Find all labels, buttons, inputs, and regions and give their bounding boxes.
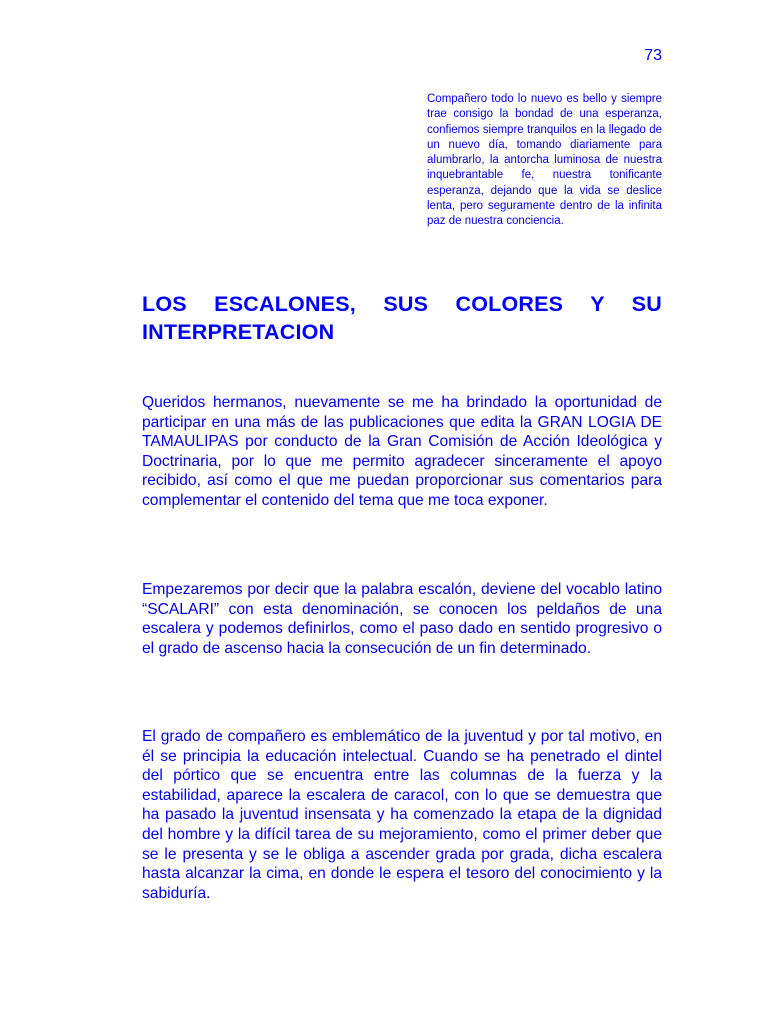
- paragraph-intro: Queridos hermanos, nuevamente se me ha brindado la oportunidad de participar en una más de las publicaciones que edita la GRAN LOGIA DE TAMAULIPAS por conducto de la Gran Comisión de Acción Ideológica y Doctrinaria, por lo que me permito agradecer sinceramente el apoyo recibido, así como el que me puedan proporcionar sus comentarios para complementar el contenido del tema que me toca exponer.: [142, 394, 662, 509]
- paragraph-etymology: Empezaremos por decir que la palabra escalón, deviene del vocablo latino “SCALARI” con esta denominación, se conocen los peldaños de una escalera y podemos definirlos, como el paso dado en sentido progresivo o el grado de ascenso hacia la consecución de un fin determinado.: [142, 581, 662, 657]
- article-title: LOS ESCALONES, SUS COLORES Y SU INTERPRETACION: [142, 292, 662, 344]
- page-number: 73: [644, 47, 662, 64]
- paragraph-companion-degree: El grado de compañero es emblemático de la juventud y por tal motivo, en él se principia la educación intelectual. Cuando se ha penetrado el dintel del pórtico que se encuentra entre las columnas de la fuerza y la estabilidad, aparece la escalera de caracol, con lo que se demuestra que ha pasado la juventud insensata y ha comenzado la etapa de la dignidad del hombre y la difícil tarea de su mejoramiento, como el primer deber que se le presenta y se le obliga a ascender grada por grada, dicha escalera hasta alcanzar la cima, en donde le espera el tesoro del conocimiento y la sabiduría.: [142, 728, 662, 902]
- epigraph: Compañero todo lo nuevo es bello y siempre trae consigo la bondad de una esperanza, confiemos siempre tranquilos en la llegado de un nuevo día, tomando diariamente para alumbrarlo, la antorcha luminosa de nuestra inquebrantable fe, nuestra tonificante esperanza, dejando que la vida se deslice lenta, pero seguramente dentro de la infinita paz de nuestra conciencia.: [427, 93, 662, 228]
